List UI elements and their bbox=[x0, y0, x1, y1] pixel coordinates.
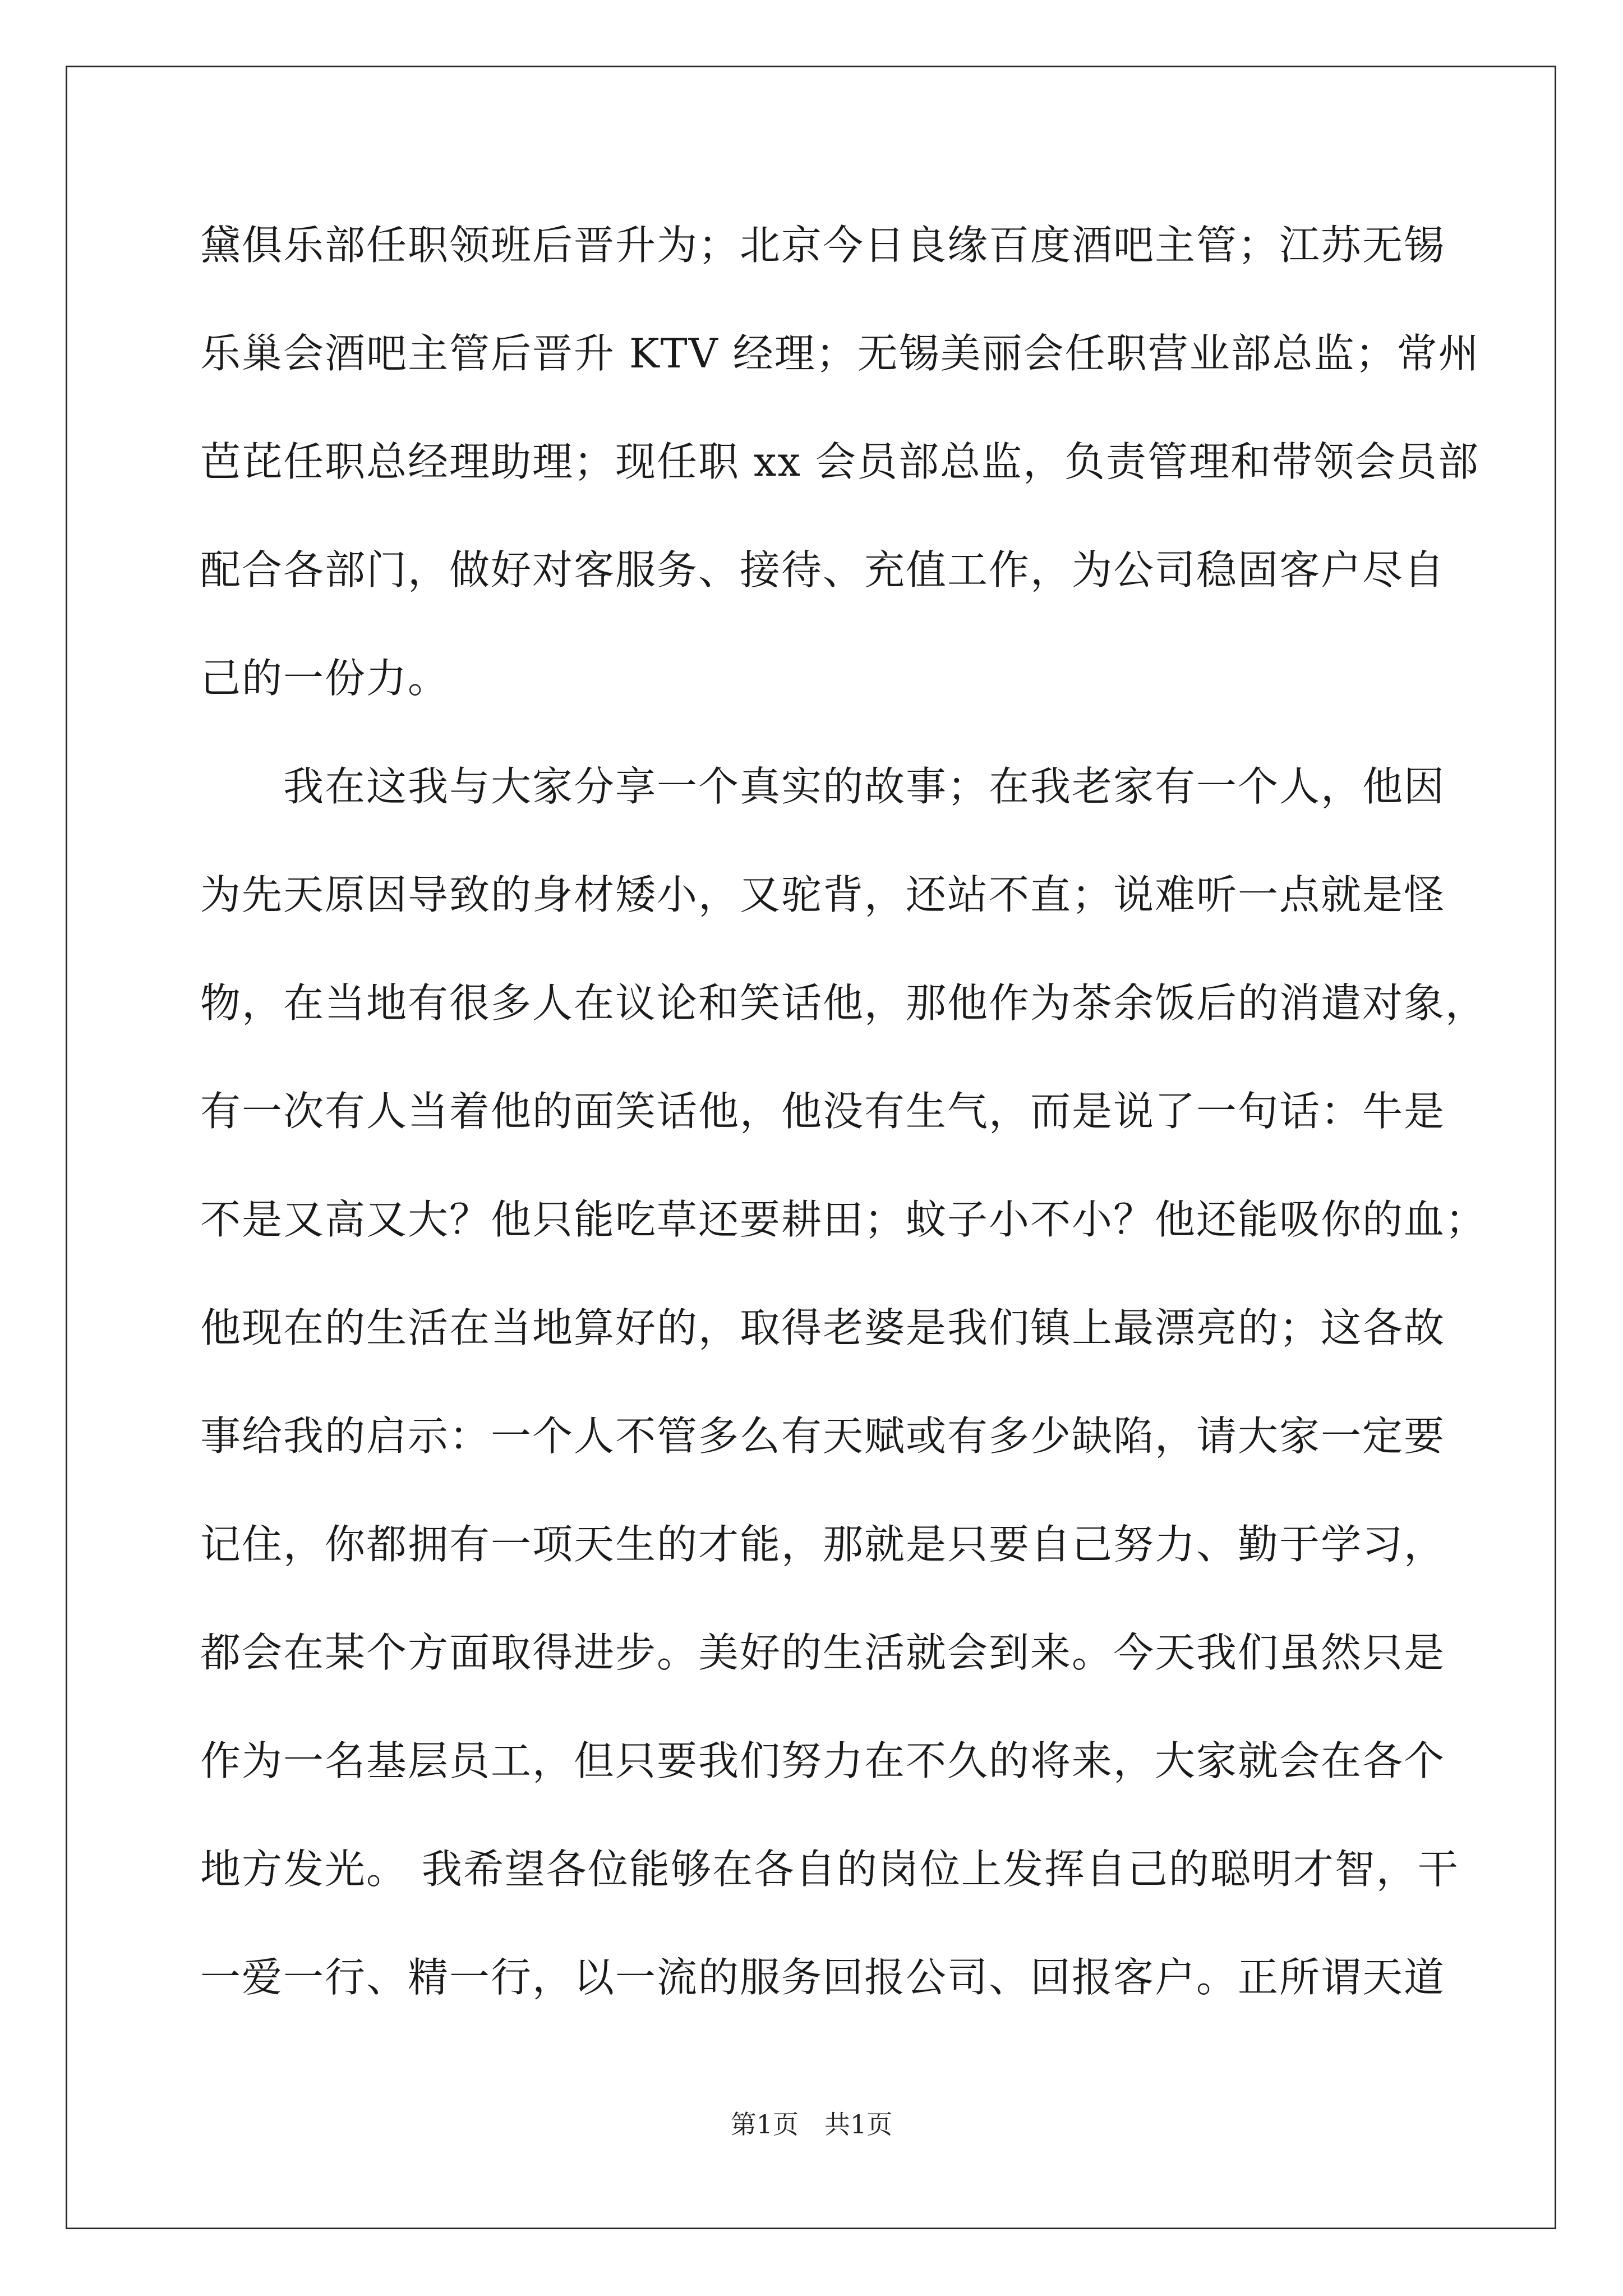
text-line: 事给我的启示：一个人不管多么有天赋或有多少缺陷，请大家一定要 bbox=[200, 1412, 1446, 1460]
text-line: 一爱一行、精一行，以一流的服务回报公司、回报客户。正所谓天道 bbox=[200, 1954, 1446, 2001]
text-line: 配合各部门，做好对客服务、接待、充值工作，为公司稳固客户尽自 bbox=[200, 546, 1446, 593]
text-line: 有一次有人当着他的面笑话他，他没有生气，而是说了一句话：牛是 bbox=[200, 1088, 1446, 1135]
text-line: 他现在的生活在当地算好的，取得老婆是我们镇上最漂亮的；这各故 bbox=[200, 1304, 1446, 1351]
text-line: 都会在某个方面取得进步。美好的生活就会到来。今天我们虽然只是 bbox=[200, 1629, 1446, 1676]
page-number-footer: 第1页 共1页 bbox=[730, 2109, 893, 2139]
text-line: 为先天原因导致的身材矮小，又驼背，还站不直；说难听一点就是怪 bbox=[200, 871, 1446, 918]
text-line: 地方发光。 我希望各位能够在各自的岗位上发挥自己的聪明才智，干 bbox=[200, 1846, 1459, 1893]
document-body bbox=[200, 211, 1487, 2052]
text-line: 黛俱乐部任职领班后晋升为；北京今日良缘百度酒吧主管；江苏无锡 bbox=[200, 222, 1446, 269]
text-line: 芭芘任职总经理助理；现任职 xx 会员部总监，负责管理和带领会员部 bbox=[200, 438, 1479, 485]
text-line: 不是又高又大？他只能吃草还要耕田；蚊子小不小？他还能吸你的血； bbox=[200, 1196, 1487, 1243]
text-line: 作为一名基层员工，但只要我们努力在不久的将来，大家就会在各个 bbox=[200, 1737, 1446, 1784]
text-line: 乐巢会酒吧主管后晋升 KTV 经理；无锡美丽会任职营业部总监；常州 bbox=[200, 330, 1480, 377]
text-line: 记住，你都拥有一项天生的才能，那就是只要自己努力、勤于学习， bbox=[200, 1521, 1446, 1568]
text-line: 物，在当地有很多人在议论和笑话他，那他作为茶余饭后的消遣对象， bbox=[200, 979, 1487, 1027]
text-line: 己的一份力。 bbox=[200, 655, 450, 702]
text-line: 我在这我与大家分享一个真实的故事；在我老家有一个人，他因 bbox=[200, 763, 1446, 810]
